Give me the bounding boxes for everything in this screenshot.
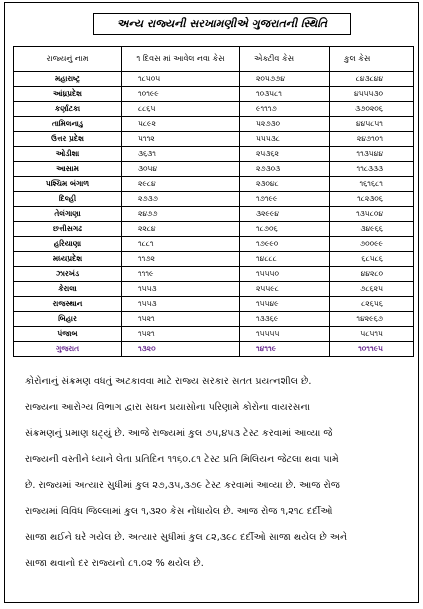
table-header-row xyxy=(14,47,414,72)
total-cases-cell: ૩૪૯૬૬ xyxy=(330,222,414,237)
state-name-cell: આંધ્રપ્રદેશ xyxy=(14,87,122,102)
table-row xyxy=(14,132,414,147)
table-row xyxy=(14,252,414,267)
total-cases-cell: ૧૩૫૮૦૪ xyxy=(330,207,414,222)
new-cases-cell: ૧૮૫૦૫ xyxy=(122,72,240,87)
total-cases-cell: ૩૭૦૨૦૬ xyxy=(330,102,414,117)
state-name-cell: તેલંગાણા xyxy=(14,207,122,222)
active-cases-cell: ૫૨૭૩૦ xyxy=(240,117,330,132)
active-cases-cell: ૧૭૯૯૦ xyxy=(240,237,330,252)
state-name-cell: હરિયાણા xyxy=(14,237,122,252)
new-cases-cell: ૧૧૧૯ xyxy=(122,267,240,282)
state-name-cell: દિલ્હી xyxy=(14,192,122,207)
new-cases-cell: ૨૭૩૭ xyxy=(122,192,240,207)
table-row xyxy=(14,282,414,297)
total-cases-cell: ૭૮૬૨૫ xyxy=(330,282,414,297)
state-name-cell: પંજાબ xyxy=(14,327,122,342)
table-row xyxy=(14,342,414,357)
active-cases-cell: ૧૫૫૫૫ xyxy=(240,327,330,342)
total-cases-cell: ૧૧૮૩૩૩ xyxy=(330,162,414,177)
table-row xyxy=(14,72,414,87)
state-name-cell: ગુજરાત xyxy=(14,342,122,357)
table-row xyxy=(14,162,414,177)
paragraph-line: રાજ્યના આરોગ્ય વિભાગ દ્વારા સઘન પ્રયાસોના પરિણામે કોરોના વાયરસના xyxy=(25,402,310,413)
total-cases-cell: ૪૫૫૫૩૦ xyxy=(330,87,414,102)
active-cases-cell: ૯૧૧૧૭ xyxy=(240,102,330,117)
table-row xyxy=(14,87,414,102)
state-name-cell: કેરાલા xyxy=(14,282,122,297)
table-row xyxy=(14,222,414,237)
table-row xyxy=(14,237,414,252)
paragraph-line: કોરોનાનું સંક્રમણ વધતું અટકાવવા માટે રાજ્ય સરકાર સતત પ્રયત્નશીલ છે. xyxy=(25,376,312,387)
state-name-cell: મહારાષ્ટ્ર xyxy=(14,72,122,87)
total-cases-cell: ૫૮૫૧૫ xyxy=(330,327,414,342)
new-cases-cell: ૧૩૨૦ xyxy=(122,342,240,357)
state-name-cell: કર્ણાટકા xyxy=(14,102,122,117)
active-cases-cell: ૨૫૩૬૨ xyxy=(240,147,330,162)
states-comparison-table xyxy=(13,46,414,357)
state-name-cell: ઝારખંડ xyxy=(14,267,122,282)
table-row xyxy=(14,312,414,327)
active-cases-cell: ૧૮૭૦૬ xyxy=(240,222,330,237)
state-name-cell: છત્તીસગઢ xyxy=(14,222,122,237)
total-cases-cell: ૪૪૫૮૫૧ xyxy=(330,117,414,132)
active-cases-cell: ૧૫૫૪૯ xyxy=(240,297,330,312)
header-new-cases: ૧ દિવસ માં આવેલ નવા કેસ xyxy=(122,47,240,72)
total-cases-cell: ૮૨૬૫૬ xyxy=(330,297,414,312)
paragraph-line: રાજ્યમાં વિવિધ જિલ્લામાં કુલ ૧,૩૨૦ કેસ નોંધાયેલ છે. આજ રોજ ૧,૨૧૮ દર્દીઓ xyxy=(25,506,333,517)
active-cases-cell: ૩૨૯૯૪ xyxy=(240,207,330,222)
state-name-cell: ઉત્તર પ્રદેશ xyxy=(14,132,122,147)
table-row xyxy=(14,267,414,282)
state-name-cell: આસામ xyxy=(14,162,122,177)
header-total-cases: કુલ કેસ xyxy=(330,47,414,72)
paragraph-line: સાજા થઈને ઘરે ગયેલ છે. અત્યાર સુધીમાં કુલ ૮૨,૩૯૮ દર્દીઓ સાજા થયેલ છે અને xyxy=(25,532,348,543)
total-cases-cell: ૧૮૨૩૦૬ xyxy=(330,192,414,207)
table-row xyxy=(14,117,414,132)
new-cases-cell: ૨૨૮૪ xyxy=(122,222,240,237)
paragraph-line: સંક્રમણનું પ્રમાણ ઘટ્યું છે. આજે રાજ્યમાં કુલ ૭૫,૪૫૩ ટેસ્ટ કરવામાં આવ્યા જે xyxy=(25,428,333,439)
new-cases-cell: ૧૫૨૧ xyxy=(122,327,240,342)
page-title: અન્ય રાજ્યની સરખામણીએ ગુજરાતની સ્થિતિ xyxy=(93,13,351,35)
new-cases-cell: ૩૦૫૪ xyxy=(122,162,240,177)
new-cases-cell: ૧૦૧૯૯ xyxy=(122,87,240,102)
total-cases-cell: ૧૦૧૧૯૫ xyxy=(330,342,414,357)
total-cases-cell: ૨૪૭૧૦૧ xyxy=(330,132,414,147)
paragraph-line: રાજ્યની વસ્તીને ધ્યાને લેતા પ્રતિદિન ૧૧૬૦.૮૧ ટેસ્ટ પ્રતિ મિલિયન જેટલા થવા પામે xyxy=(25,454,339,465)
table-row xyxy=(14,327,414,342)
new-cases-cell: ૨૯૮૪ xyxy=(122,177,240,192)
new-cases-cell: ૫૧૧૨ xyxy=(122,132,240,147)
new-cases-cell: ૩૬૩૧ xyxy=(122,147,240,162)
new-cases-cell: ૮૮૬૫ xyxy=(122,102,240,117)
active-cases-cell: ૧૪૮૮૮ xyxy=(240,252,330,267)
active-cases-cell: ૧૭૧૯૯ xyxy=(240,192,330,207)
new-cases-cell: ૨૪૭૭ xyxy=(122,207,240,222)
state-name-cell: પશ્ચિમ બંગાળ xyxy=(14,177,122,192)
summary-paragraph xyxy=(25,369,397,577)
active-cases-cell: ૨૦૫૭૭૪ xyxy=(240,72,330,87)
active-cases-cell: ૧૪૧૧૯ xyxy=(240,342,330,357)
state-name-cell: રાજસ્થાન xyxy=(14,297,122,312)
active-cases-cell: ૧૫૫૫૦ xyxy=(240,267,330,282)
table-row xyxy=(14,147,414,162)
active-cases-cell: ૨૩૦૪૮ xyxy=(240,177,330,192)
active-cases-cell: ૧૦૩૫૮૧ xyxy=(240,87,330,102)
active-cases-cell: ૧૩૩૬૯ xyxy=(240,312,330,327)
paragraph-line: સાજા થવાનો દર રાજ્યનો ૮૧.૦૨ % થયેલ છે. xyxy=(25,558,204,569)
total-cases-cell: ૧૬૧૬૮૧ xyxy=(330,177,414,192)
total-cases-cell: ૭૦૦૯૯ xyxy=(330,237,414,252)
table-row xyxy=(14,192,414,207)
state-name-cell: ઓડીશા xyxy=(14,147,122,162)
paragraph-line: છે. રાજ્યમાં અત્યાર સુધીમાં કુલ ૨૭,૩૫,૩૭૯ ટેસ્ટ કરવામાં આવ્યા છે. આજ રોજ xyxy=(25,480,340,491)
new-cases-cell: ૫૮૯૨ xyxy=(122,117,240,132)
table-row xyxy=(14,297,414,312)
state-name-cell: બિહાર xyxy=(14,312,122,327)
total-cases-cell: ૧૪૨૯૬૭ xyxy=(330,312,414,327)
table-row xyxy=(14,102,414,117)
active-cases-cell: ૨૫૫૯૮ xyxy=(240,282,330,297)
press-note-page xyxy=(4,2,419,603)
total-cases-cell: ૬૮૫૮૬ xyxy=(330,252,414,267)
table-body xyxy=(14,72,414,357)
new-cases-cell: ૧૫૫૩ xyxy=(122,282,240,297)
new-cases-cell: ૧૫૫૩ xyxy=(122,297,240,312)
table-row xyxy=(14,207,414,222)
total-cases-cell: ૮૪૩૮૪૪ xyxy=(330,72,414,87)
state-name-cell: તામિલનાડુ xyxy=(14,117,122,132)
new-cases-cell: ૧૮૮૧ xyxy=(122,237,240,252)
active-cases-cell: ૫૫૫૩૮ xyxy=(240,132,330,147)
new-cases-cell: ૧૧૭૨ xyxy=(122,252,240,267)
total-cases-cell: ૪૪૨૮૦ xyxy=(330,267,414,282)
total-cases-cell: ૧૧૩૫૪૪ xyxy=(330,147,414,162)
header-state-name: રાજ્યનું નામ xyxy=(14,47,122,72)
table-row xyxy=(14,177,414,192)
active-cases-cell: ૨૭૩૦૩ xyxy=(240,162,330,177)
header-active-cases: એક્ટીવ કેસ xyxy=(240,47,330,72)
new-cases-cell: ૧૫૨૧ xyxy=(122,312,240,327)
state-name-cell: મધ્યપ્રદેશ xyxy=(14,252,122,267)
